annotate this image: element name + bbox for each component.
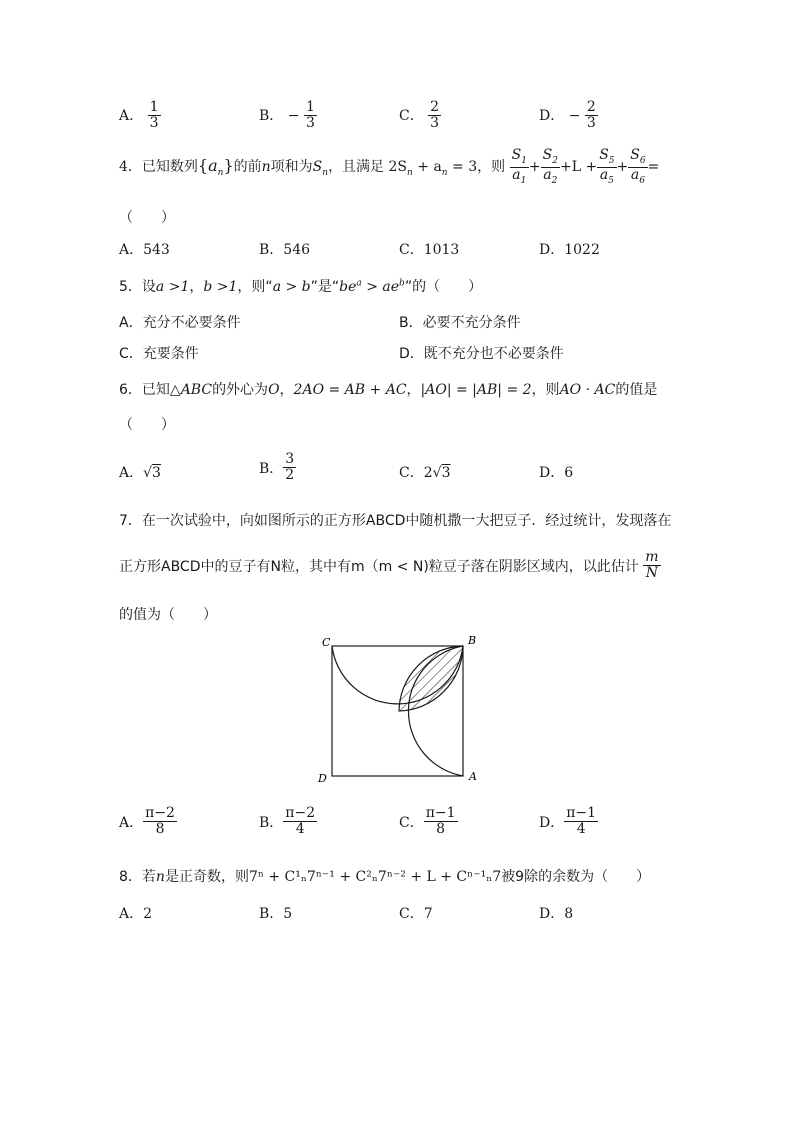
sum-expression: $\frac{S_1}{a_1}$ + $\frac{S_2}{a_2}$ +L + $\frac{S_5}{a_5}$ + $\frac{S_6}{a_6}$ = <box>511 147 660 186</box>
numerator: 1 <box>305 99 315 115</box>
question-text: 项和为 <box>270 159 313 176</box>
question-text: 6．已知△ <box>119 382 181 398</box>
question-text: 5．设 <box>119 279 156 295</box>
variable-n: n <box>261 159 271 176</box>
condition: a > b <box>272 279 311 295</box>
condition: $be^a > ae^b$ <box>339 278 405 295</box>
sqrt-icon: √ <box>432 465 442 481</box>
question-text: ，且满足 <box>328 159 385 176</box>
q5-option-b: B．必要不充分条件 <box>399 315 521 331</box>
question-text: 的值是 <box>615 382 658 398</box>
question-number: 4． <box>119 159 142 176</box>
question-text: ， <box>279 382 294 398</box>
option-letter: C． <box>399 107 424 124</box>
q4-paren: （ ） <box>119 210 175 226</box>
sqrt-icon: √ <box>143 465 153 481</box>
label-b: B <box>468 634 477 647</box>
q5-option-c: C．充要条件 <box>119 346 199 362</box>
shaded-region <box>399 646 463 711</box>
q4-option-a: A．543 <box>119 242 170 258</box>
q4-option-d: D．1022 <box>539 242 600 258</box>
fraction <box>428 100 441 132</box>
q7-option-c: C． $\frac{\pi-1}{8}$ <box>399 805 456 838</box>
option-letter: D． <box>539 107 565 124</box>
denominator: 3 <box>149 115 159 132</box>
q8-option-d: D．8 <box>539 906 574 922</box>
question-8 <box>119 866 650 886</box>
question-text: ， <box>406 382 421 398</box>
label-a: A <box>469 770 477 782</box>
question-text: 已知数列 <box>141 159 198 176</box>
condition: a >1 <box>155 279 190 295</box>
fraction <box>585 100 598 132</box>
question-text: 正方形ABCD中的豆子有N粒，其中有m（m < N)粒豆子落在阴影区域内，以此估计 <box>119 558 639 575</box>
label-c: C <box>322 636 331 649</box>
q8-option-a: A．2 <box>119 906 153 922</box>
question-text: 是正奇数，则 <box>164 869 249 885</box>
minus-sign: − <box>287 107 300 124</box>
q7-option-b: B． $\frac{\pi-2}{4}$ <box>259 805 316 838</box>
numerator: 2 <box>430 99 440 115</box>
q7-option-a: A． $\frac{\pi-2}{8}$ <box>119 805 175 838</box>
dot-product: AO · AC <box>559 382 616 398</box>
q6-paren: （ ） <box>119 417 175 433</box>
option-letter: A． <box>119 107 144 124</box>
question-text: ”是“ <box>310 279 340 295</box>
numerator: 1 <box>149 99 159 115</box>
question-text: 的前 <box>233 159 262 176</box>
numerator: 2 <box>586 99 596 115</box>
magnitude-equation: |AO| = |AB| = 2 <box>420 382 532 398</box>
fraction-m-over-n: $\frac{m}{N}$ <box>645 549 659 582</box>
question-text: ，则“ <box>237 279 273 295</box>
question-5 <box>119 276 482 296</box>
q7-option-d: D． $\frac{\pi-1}{4}$ <box>539 805 597 838</box>
square-figure <box>310 632 490 782</box>
q7-line-1: 7．在一次试验中，向如图所示的正方形ABCD中随机撒一大把豆子．经过统计，发现落在 <box>119 513 672 529</box>
sum-sn: $S_n$ <box>312 159 329 178</box>
question-text: ”的（ ） <box>404 279 483 295</box>
label-d: D <box>318 772 327 782</box>
q8-option-c: C．7 <box>399 906 433 922</box>
triangle-name: ABC <box>180 382 213 398</box>
q3-option-d <box>539 100 598 132</box>
q3-option-b <box>259 100 317 132</box>
variable-n: n <box>155 869 165 885</box>
denominator: 3 <box>430 115 440 132</box>
q6-option-c: C．2√3 <box>399 465 451 481</box>
condition: b >1 <box>203 279 238 295</box>
q4-option-c: C．1013 <box>399 242 460 258</box>
question-text: 的外心为 <box>212 382 269 398</box>
vector-equation: 2AO = AB + AC <box>293 382 407 398</box>
q4-option-b: B．546 <box>259 242 311 258</box>
q5-option-a: A．充分不必要条件 <box>119 315 241 331</box>
q3-option-a <box>119 100 161 132</box>
option-letter: B． <box>259 107 284 124</box>
q6-option-b: B． $\frac{3}{2}$ <box>259 451 295 484</box>
condition: $2S_n + a_n = 3$ <box>388 159 478 178</box>
q3-option-c <box>399 100 441 132</box>
q7-line-3: 的值为（ ） <box>119 607 217 623</box>
question-text: 8．若 <box>119 869 156 885</box>
q8-option-b: B．5 <box>259 906 293 922</box>
minus-sign: − <box>568 107 581 124</box>
question-4 <box>119 148 659 186</box>
question-text: ， <box>189 279 204 295</box>
fraction <box>304 100 317 132</box>
question-text: ，则 <box>477 159 506 176</box>
binomial-expression: 7ⁿ + C¹ₙ7ⁿ⁻¹ + C²ₙ7ⁿ⁻² + L + Cⁿ⁻¹ₙ7 <box>248 869 502 885</box>
question-6 <box>119 379 657 399</box>
denominator: 3 <box>305 115 315 132</box>
q6-option-d: D．6 <box>539 465 574 481</box>
q6-option-a: A．√3 <box>119 465 161 481</box>
point-o: O <box>268 382 280 398</box>
fraction <box>148 100 161 132</box>
q7-line-2 <box>119 550 661 582</box>
q5-option-d: D．既不充分也不必要条件 <box>399 346 564 362</box>
denominator: 3 <box>586 115 596 132</box>
sequence-notation: $\{a_n\}$ <box>197 156 234 179</box>
question-text: ，则 <box>531 382 560 398</box>
question-text: 被9除的余数为（ ） <box>501 869 651 885</box>
